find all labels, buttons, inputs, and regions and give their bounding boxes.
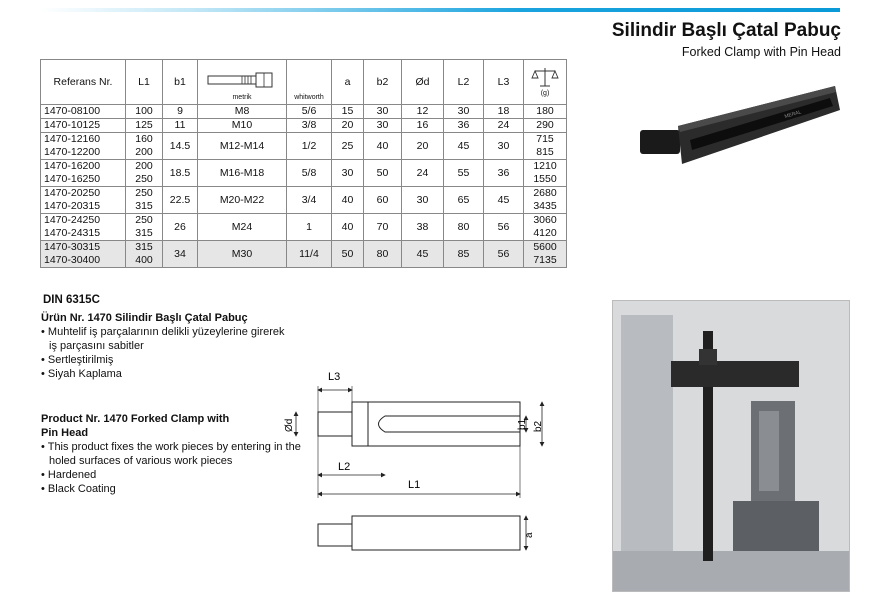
cell-weight-value: 1210	[533, 160, 557, 172]
cell-a: 40	[332, 187, 364, 214]
cell-metric: M20-M22	[198, 187, 287, 214]
cell-ref-value: 1470-30400	[44, 254, 101, 266]
cell-weight-value: 180	[536, 105, 554, 117]
header-whitworth-label: whitworth	[294, 94, 324, 101]
cell-d: 30	[402, 187, 444, 214]
cell-L3: 56	[484, 214, 524, 241]
cell-metric: M12-M14	[198, 133, 287, 160]
cell-weight-value: 5600	[533, 241, 557, 253]
cell-ref-value: 1470-30315	[44, 241, 101, 253]
cell-L3: 24	[484, 119, 524, 133]
cell-d: 16	[402, 119, 444, 133]
cell-metric: M24	[198, 214, 287, 241]
dim-L1: L1	[408, 479, 421, 491]
header-metric-label: metrik	[232, 94, 252, 101]
cell-L2: 36	[444, 119, 484, 133]
cell-b1: 14.5	[163, 133, 198, 160]
technical-drawing	[280, 360, 580, 560]
cell-L2: 80	[444, 214, 484, 241]
cell-a: 25	[332, 133, 364, 160]
cell-L1-value: 400	[135, 254, 153, 266]
cell-weight	[524, 105, 567, 119]
cell-b2: 70	[364, 214, 402, 241]
cell-L1-value: 250	[135, 173, 153, 185]
cell-weight-value: 290	[536, 119, 554, 131]
en-item: • Black Coating	[41, 482, 303, 496]
cell-ref	[41, 160, 126, 187]
cell-ref-value: 1470-12160	[44, 133, 101, 145]
standard-label: DIN 6315C	[43, 294, 100, 306]
cell-L1-value: 250	[135, 187, 153, 199]
cell-L2: 85	[444, 241, 484, 268]
table-row	[41, 119, 567, 133]
cell-whitworth: 5/6	[287, 105, 332, 119]
tr-heading: Ürün Nr. 1470 Silindir Başlı Çatal Pabuç	[41, 312, 248, 324]
cell-L2: 65	[444, 187, 484, 214]
spec-table-body	[41, 105, 567, 268]
cell-b1: 34	[163, 241, 198, 268]
cell-weight	[524, 160, 567, 187]
cell-L3: 45	[484, 187, 524, 214]
cell-L1-value: 200	[135, 146, 153, 158]
cell-L1-value: 200	[135, 160, 153, 172]
cell-ref	[41, 214, 126, 241]
cell-ref	[41, 241, 126, 268]
cell-whitworth: 5/8	[287, 160, 332, 187]
cell-b1: 22.5	[163, 187, 198, 214]
cell-ref-value: 1470-24250	[44, 214, 101, 226]
cell-weight-value: 2680	[533, 187, 557, 199]
dim-b2: b2	[533, 420, 544, 432]
table-row	[41, 187, 567, 214]
cell-metric: M30	[198, 241, 287, 268]
cell-ref-value: 1470-16250	[44, 173, 101, 185]
cell-L1	[126, 241, 163, 268]
cell-L1-value: 315	[135, 200, 153, 212]
header-whitworth	[287, 60, 332, 105]
cell-weight-value: 815	[536, 146, 554, 158]
cell-weight	[524, 133, 567, 160]
header-weight	[524, 60, 567, 105]
cell-L1-value: 250	[135, 214, 153, 226]
cell-b2: 80	[364, 241, 402, 268]
cell-ref-value: 1470-24315	[44, 227, 101, 239]
dim-d: Ød	[284, 418, 295, 432]
cell-ref-value: 1470-20250	[44, 187, 101, 199]
application-photo	[612, 300, 850, 592]
table-row	[41, 105, 567, 119]
cell-weight-value: 4120	[533, 227, 557, 239]
product-photo	[630, 68, 845, 178]
en-item: • Hardened	[41, 468, 303, 482]
cell-L1-value: 315	[135, 241, 153, 253]
dim-a: a	[524, 532, 535, 538]
product-marking: MERAL	[783, 109, 803, 120]
cell-L1	[126, 160, 163, 187]
cell-whitworth: 3/8	[287, 119, 332, 133]
cell-L1-value: 100	[135, 105, 153, 117]
header-metric	[198, 60, 287, 105]
cell-d: 38	[402, 214, 444, 241]
cell-L2: 45	[444, 133, 484, 160]
cell-L2: 30	[444, 105, 484, 119]
header-L1: L1	[126, 60, 163, 105]
cell-d: 45	[402, 241, 444, 268]
page-subtitle: Forked Clamp with Pin Head	[681, 45, 841, 59]
tr-item: • Muhtelif iş parçalarının delikli yüzeylerine girerek iş parçasını sabitler	[41, 325, 291, 353]
cell-whitworth: 1	[287, 214, 332, 241]
cell-d: 12	[402, 105, 444, 119]
cell-b1: 11	[163, 119, 198, 133]
page-title: Silindir Başlı Çatal Pabuç	[611, 20, 841, 41]
cell-weight	[524, 187, 567, 214]
en-item: • This product fixes the work pieces by entering in the holed surfaces of various work pieces	[41, 440, 303, 468]
cell-ref	[41, 187, 126, 214]
header-L2: L2	[444, 60, 484, 105]
header-a: a	[332, 60, 364, 105]
cell-b2: 30	[364, 119, 402, 133]
header-accent-bar	[40, 8, 840, 12]
table-row	[41, 214, 567, 241]
cell-b1: 26	[163, 214, 198, 241]
cell-ref-value: 1470-10125	[44, 119, 101, 131]
application-scene	[613, 301, 849, 591]
cell-b2: 50	[364, 160, 402, 187]
table-row	[41, 241, 567, 268]
cell-a: 50	[332, 241, 364, 268]
cell-d: 24	[402, 160, 444, 187]
tr-item: • Sertleştirilmiş	[41, 353, 291, 367]
header-b2: b2	[364, 60, 402, 105]
cell-L1	[126, 133, 163, 160]
dim-L2: L2	[338, 461, 351, 473]
cell-a: 40	[332, 214, 364, 241]
cell-L1-value: 160	[135, 133, 153, 145]
cell-L3: 56	[484, 241, 524, 268]
cell-a: 30	[332, 160, 364, 187]
tr-description	[41, 311, 291, 381]
cell-a: 15	[332, 105, 364, 119]
dim-b1: b1	[517, 418, 528, 430]
header-d: Ød	[402, 60, 444, 105]
cell-ref-value: 1470-20315	[44, 200, 101, 212]
scale-icon	[531, 66, 559, 90]
cell-metric: M8	[198, 105, 287, 119]
cell-ref	[41, 119, 126, 133]
cell-ref-value: 1470-12200	[44, 146, 101, 158]
cell-L1	[126, 105, 163, 119]
cell-L1	[126, 214, 163, 241]
weight-unit: (g)	[540, 90, 550, 97]
side-view	[318, 516, 520, 550]
dim-L3: L3	[328, 371, 341, 383]
cell-metric: M10	[198, 119, 287, 133]
cell-ref-value: 1470-08100	[44, 105, 101, 117]
cell-a: 20	[332, 119, 364, 133]
header-b1: b1	[163, 60, 198, 105]
en-heading: Product Nr. 1470 Forked Clamp with Pin Head	[41, 413, 230, 439]
cell-weight-value: 1550	[533, 173, 557, 185]
cell-weight	[524, 241, 567, 268]
cell-metric: M16-M18	[198, 160, 287, 187]
cell-whitworth: 3/4	[287, 187, 332, 214]
cell-L3: 30	[484, 133, 524, 160]
spec-table	[40, 59, 567, 268]
tr-item: • Siyah Kaplama	[41, 367, 291, 381]
cell-L3: 18	[484, 105, 524, 119]
cell-d: 20	[402, 133, 444, 160]
bolt-icon	[206, 71, 278, 89]
cell-L1	[126, 119, 163, 133]
cell-weight-value: 3435	[533, 200, 557, 212]
cell-weight	[524, 214, 567, 241]
cell-L1	[126, 187, 163, 214]
header-L3: L3	[484, 60, 524, 105]
cell-ref	[41, 105, 126, 119]
cell-b1: 18.5	[163, 160, 198, 187]
cell-L1-value: 125	[135, 119, 153, 131]
top-view	[318, 402, 520, 446]
cell-b2: 60	[364, 187, 402, 214]
cell-whitworth: 11/4	[287, 241, 332, 268]
cell-L2: 55	[444, 160, 484, 187]
cell-weight	[524, 119, 567, 133]
cell-weight-value: 715	[536, 133, 554, 145]
header-ref: Referans Nr.	[41, 60, 126, 105]
cell-L1-value: 315	[135, 227, 153, 239]
table-row	[41, 160, 567, 187]
table-header-row	[41, 60, 567, 105]
cell-weight-value: 7135	[533, 254, 557, 266]
cell-L3: 36	[484, 160, 524, 187]
cell-ref-value: 1470-16200	[44, 160, 101, 172]
cell-b2: 40	[364, 133, 402, 160]
cell-weight-value: 3060	[533, 214, 557, 226]
cell-ref	[41, 133, 126, 160]
cell-whitworth: 1/2	[287, 133, 332, 160]
cell-b2: 30	[364, 105, 402, 119]
table-row	[41, 133, 567, 160]
cell-b1: 9	[163, 105, 198, 119]
en-description	[41, 412, 303, 496]
